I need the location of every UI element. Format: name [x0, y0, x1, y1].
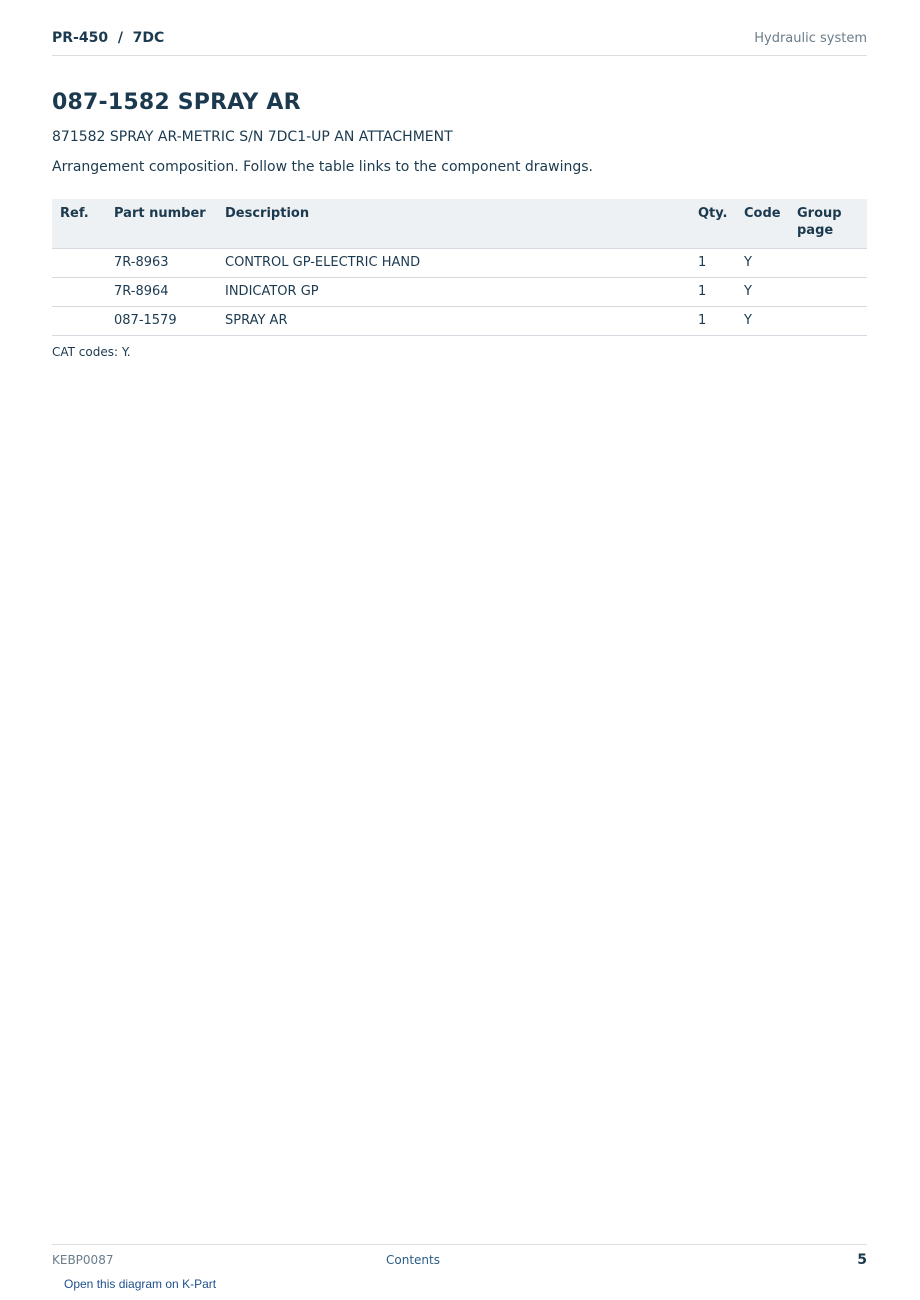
- header-part-number: Part number: [106, 199, 217, 249]
- cell-ref: [52, 249, 106, 278]
- table-row[interactable]: [52, 307, 867, 336]
- cell-qty: 1: [690, 278, 736, 307]
- cell-description: CONTROL GP-ELECTRIC HAND: [217, 249, 690, 278]
- cat-codes-note: CAT codes: Y.: [52, 345, 131, 359]
- header-ref: Ref.: [52, 199, 106, 249]
- cell-description: SPRAY AR: [217, 307, 690, 336]
- cell-group-page: [789, 307, 867, 336]
- cell-code: Y: [736, 278, 789, 307]
- table-row[interactable]: [52, 249, 867, 278]
- header-group-page: Group page: [789, 199, 867, 249]
- cell-qty: 1: [690, 249, 736, 278]
- intro-text: Arrangement composition. Follow the table links to the component drawings.: [52, 159, 593, 175]
- open-kpart-link[interactable]: Open this diagram on K-Part: [64, 1277, 217, 1291]
- cell-part-number[interactable]: 7R-8963: [106, 249, 217, 278]
- section-label: Hydraulic system: [754, 31, 867, 46]
- cell-code: Y: [736, 307, 789, 336]
- contents-link[interactable]: Contents: [386, 1253, 440, 1267]
- cell-ref: [52, 307, 106, 336]
- cell-group-page: [789, 249, 867, 278]
- cell-group-page: [789, 278, 867, 307]
- table-row[interactable]: [52, 278, 867, 307]
- cell-part-number[interactable]: 7R-8964: [106, 278, 217, 307]
- header-qty: Qty​.: [690, 199, 736, 249]
- footer-divider: [52, 1244, 867, 1245]
- cell-qty: 1: [690, 307, 736, 336]
- page-header: [52, 28, 867, 56]
- cell-code: Y: [736, 249, 789, 278]
- table-header-row: [52, 199, 867, 249]
- header-description: Description: [217, 199, 690, 249]
- cell-ref: [52, 278, 106, 307]
- parts-table: [52, 199, 867, 336]
- page-number: 5: [857, 1252, 867, 1268]
- page-subtitle: 871582 SPRAY AR-METRIC S/N 7DC1-UP AN ATTACHMENT: [52, 129, 453, 145]
- footer-doc-id: KEBP0087: [52, 1253, 114, 1267]
- cell-description: INDICATOR GP: [217, 278, 690, 307]
- header-code: Code: [736, 199, 789, 249]
- model-label: PR-450 / 7DC: [52, 30, 165, 46]
- cell-part-number[interactable]: 087-1579: [106, 307, 217, 336]
- page-title: 087-1582 SPRAY AR: [52, 90, 301, 115]
